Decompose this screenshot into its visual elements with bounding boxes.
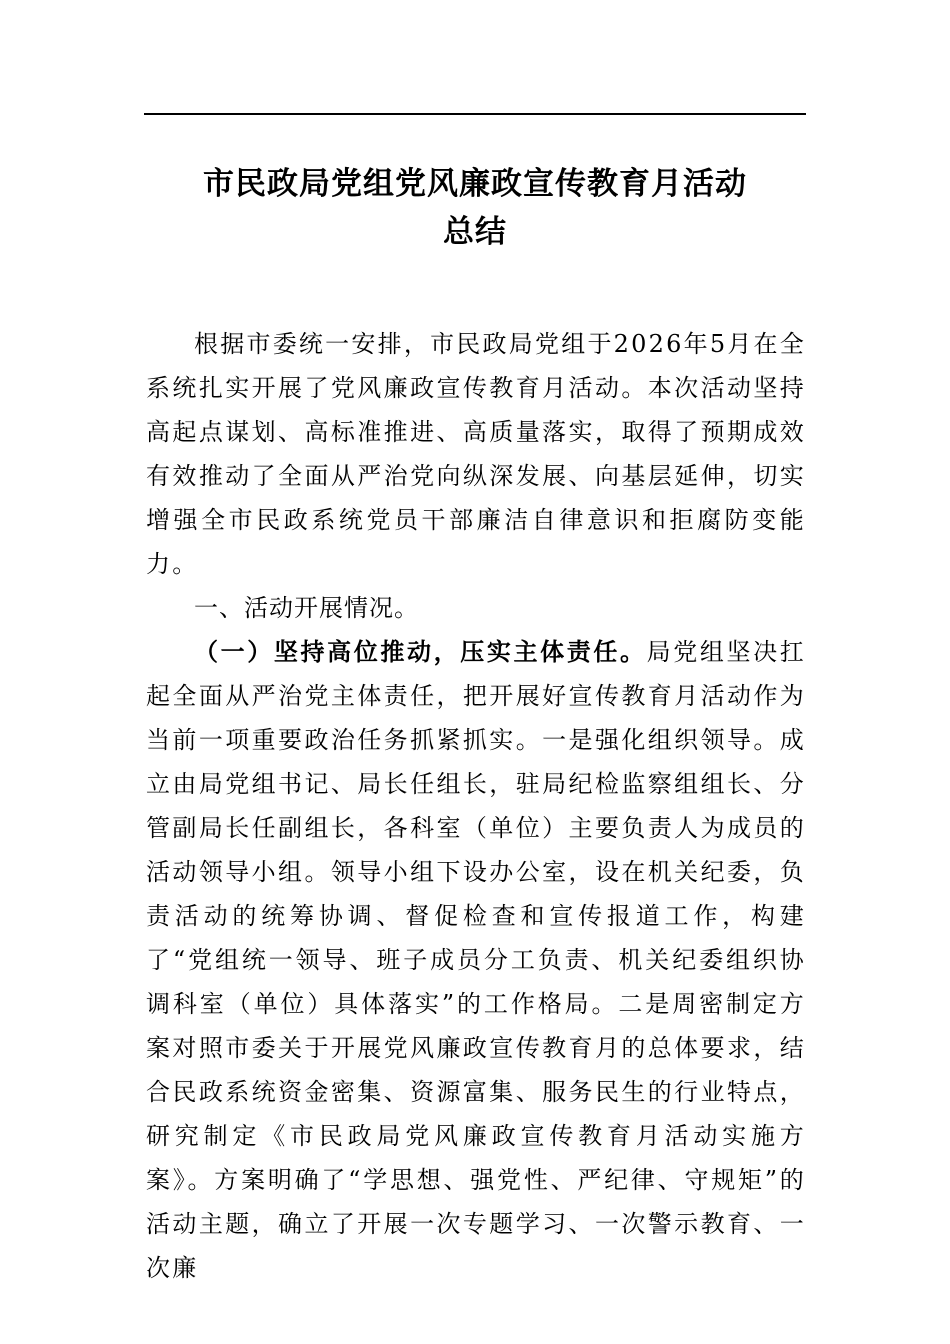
subsection-body: 局党组坚决扛起全面从严治党主体责任，把开展好宣传教育月活动作为当前一项重要政治任务抓紧抓实。一是强化组织领导。成立由局党组书记、局长任组长，驻局纪检监察组组长、分管副局长任副组长，各科室（单位）主要负责人为成员的活动领导小组。领导小组下设办公室，设在机关纪委，负责活动的统筹协调、督促检查和宣传报道工作，构建了“党组统一领导、班子成员分工负责、机关纪委组织协调科室（单位）具体落实”的工作格局。二是周密制定方案对照市委关于开展党风廉政宣传教育月的总体要求，结合民政系统资金密集、资源富集、服务民生的行业特点，研究制定《市民政局党风廉政宣传教育月活动实施方案》。方案明确了“学思想、强党性、严纪律、守规矩”的活动主题，确立了开展一次专题学习、一次警示教育、一次廉 [146,638,806,1282]
intro-paragraph: 根据市委统一安排，市民政局党组于2026年5月在全系统扎实开展了党风廉政宣传教育月活动。本次活动坚持高起点谋划、高标准推进、高质量落实，取得了预期成效有效推动了全面从严治党向纵深发展、向基层延伸，切实增强全市民政系统党员干部廉洁自律意识和拒腐防变能力。 [146,330,806,578]
header-rule [144,113,806,115]
document-title [144,160,806,256]
section-heading: 一、活动开展情况。 [194,594,419,622]
subsection-heading: （一）坚持高位推动，压实主体责任。 [194,637,647,666]
subsection-paragraph [146,630,806,1290]
title-line-2: 总结 [443,214,507,250]
title-line-1: 市民政局党组党风廉政宣传教育月活动 [203,166,747,202]
document-body [146,322,806,1290]
